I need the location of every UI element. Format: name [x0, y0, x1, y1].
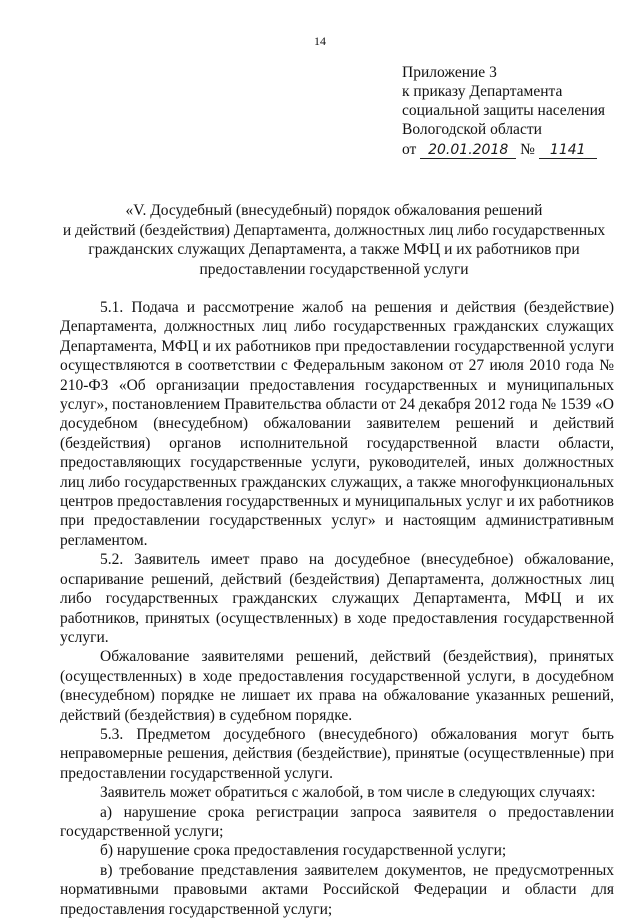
paragraph-cases-intro: Заявитель может обратиться с жалобой, в том числе в следующих случаях:	[100, 784, 596, 802]
list-item-b: б) нарушение срока предоставления государственной услуги;	[100, 842, 507, 860]
paragraph-5-3: 5.3. Предметом досудебного (внесудебного) обжалования могут быть неправомерные решения, действия (бездействие), принятые (осуществленные) при предоставлении государственной услуги.	[60, 725, 614, 782]
appendix-line-1: Приложение 3	[402, 64, 497, 81]
date-prefix: от	[402, 141, 417, 158]
paragraph-appeal-rights: Обжалование заявителями решений, действий (бездействия), принятых (осуществленных) в ходе предоставления государственной услуги, в досудебном (внесудебном) порядке не лишает их права на обжалование указанных решений, действий (бездействия) в судебном порядке.	[60, 648, 614, 724]
appendix-line-2: к приказу Департамента	[402, 83, 563, 100]
section-title-line-3: гражданских служащих Департамента, а также МФЦ и их работников при	[88, 241, 580, 258]
section-title	[56, 201, 612, 279]
paragraph-5-1: 5.1. Подача и рассмотрение жалоб на решения и действия (бездействие) Департамента, должностных лиц либо государственных гражданских служащих Департамента, МФЦ и их работников при предоставлении государственной услуги осуществляются в соответствии с Федеральным законом от 27 июля 2010 года № 210-ФЗ «Об организации предоставления государственных и муниципальных услуг», постановлением Правительства области от 24 декабря 2012 года № 1539 «О досудебном (внесудебном) обжаловании заявителем решений и действий (бездействия) органов исполнительной государственной власти области, предоставляющих государственные услуги, руководителей, иных должностных лиц либо государственных гражданских служащих, а также многофункциональных центров предоставления государственных и муниципальных услуг и их работников при предоставлении государственных услуг» и настоящим административным регламентом.	[60, 299, 614, 549]
handwritten-order-number: 1141	[539, 143, 597, 159]
list-item-v: в) требование представления заявителем документов, не предусмотренных нормативными правовыми актами Российской Федерации и области для предоставления государственной услуги;	[60, 861, 614, 918]
page-number: 14	[314, 34, 326, 48]
section-title-line-2: и действий (бездействия) Департамента, должностных лиц либо государственных	[62, 221, 606, 239]
number-prefix: №	[520, 141, 535, 158]
section-title-line-4: предоставлении государственной услуги	[199, 260, 469, 278]
section-title-line-1: «V. Досудебный (внесудебный) порядок обжалования решений	[125, 202, 543, 219]
paragraph-5-2: 5.2. Заявитель имеет право на досудебное (внесудебное) обжалование, оспаривание решений, действий (бездействия) Департамента, должностных лиц либо государственных гражданских служащих Департамента, МФЦ и их работников, принятых (осуществленных) в ходе предоставления государственной услуги.	[60, 551, 614, 646]
order-date-number-row	[402, 140, 632, 159]
handwritten-date: 20.01.2018	[420, 143, 516, 159]
appendix-line-4: Вологодской области	[402, 121, 542, 138]
document-body	[60, 298, 614, 919]
appendix-header	[402, 63, 632, 159]
list-item-a: а) нарушение срока регистрации запроса заявителя о предоставлении государственной услуги;	[60, 803, 614, 840]
appendix-line-3: социальной защиты населения	[402, 102, 606, 119]
